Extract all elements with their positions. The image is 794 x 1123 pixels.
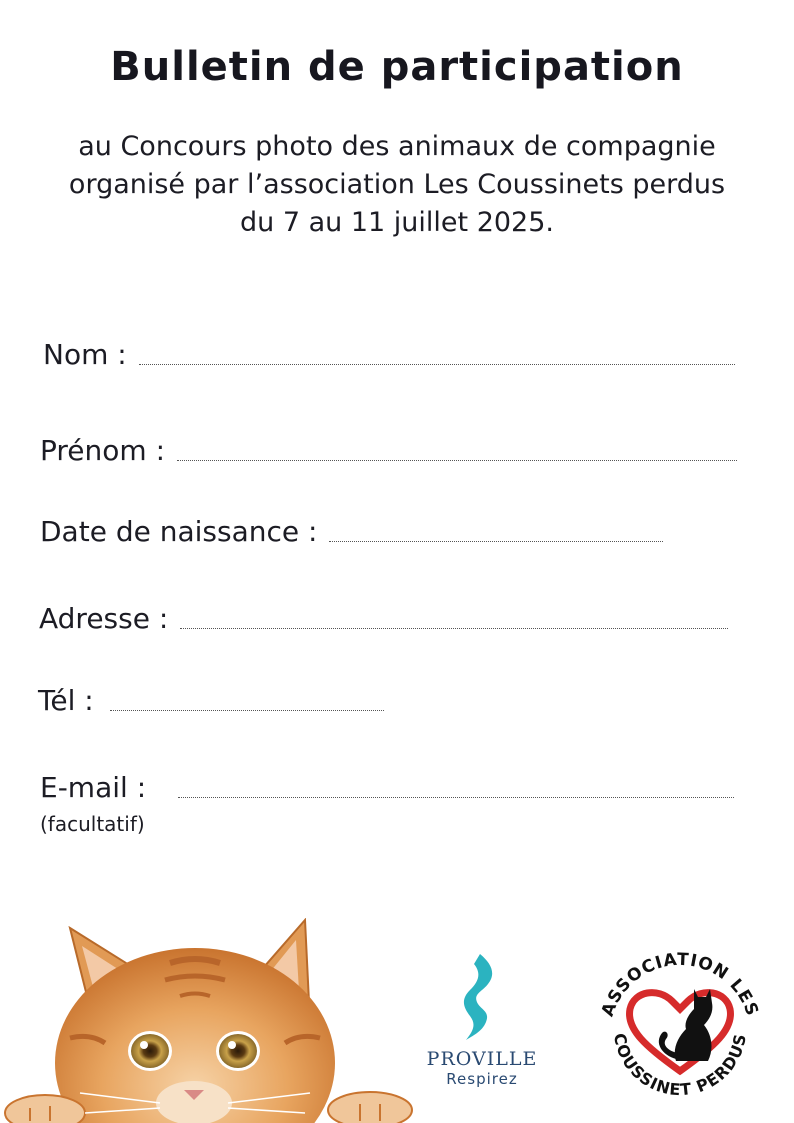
field-adresse	[39, 602, 728, 635]
field-prenom	[40, 434, 737, 467]
field-label: Prénom :	[40, 434, 166, 467]
field-label: Adresse :	[39, 602, 169, 635]
field-nom	[43, 338, 735, 371]
subtitle-line: organisé par l’association Les Coussinets perdus	[68, 169, 726, 200]
adresse-input-line[interactable]	[180, 627, 728, 629]
proville-wave-icon	[452, 950, 512, 1042]
association-arc-text-top: ASSOCIATION LES	[597, 949, 763, 1020]
association-logo	[596, 943, 764, 1103]
field-email	[40, 771, 734, 804]
date-naissance-input-line[interactable]	[329, 540, 663, 542]
field-label: Tél :	[38, 684, 94, 717]
proville-logo	[420, 950, 544, 1088]
prenom-input-line[interactable]	[177, 459, 737, 461]
tel-input-line[interactable]	[110, 709, 384, 711]
email-optional-note: (facultatif)	[40, 812, 145, 836]
page-title: Bulletin de participation	[110, 44, 684, 90]
field-label: Nom :	[43, 338, 127, 371]
field-date-naissance	[40, 515, 663, 548]
proville-tagline: Respirez	[446, 1070, 518, 1088]
nom-input-line[interactable]	[139, 363, 735, 365]
field-tel	[38, 684, 384, 717]
email-input-line[interactable]	[178, 796, 734, 798]
field-label: E-mail :	[40, 771, 147, 804]
subtitle-line: du 7 au 11 juillet 2025.	[240, 207, 554, 238]
page-subtitle	[0, 128, 794, 242]
field-label: Date de naissance :	[40, 515, 318, 548]
cat-illustration	[0, 918, 420, 1123]
association-arc-text-bottom: COUSSINET PERDUS	[609, 1031, 751, 1100]
subtitle-line: au Concours photo des animaux de compagnie	[78, 131, 716, 162]
proville-name: PROVILLE	[426, 1048, 538, 1070]
